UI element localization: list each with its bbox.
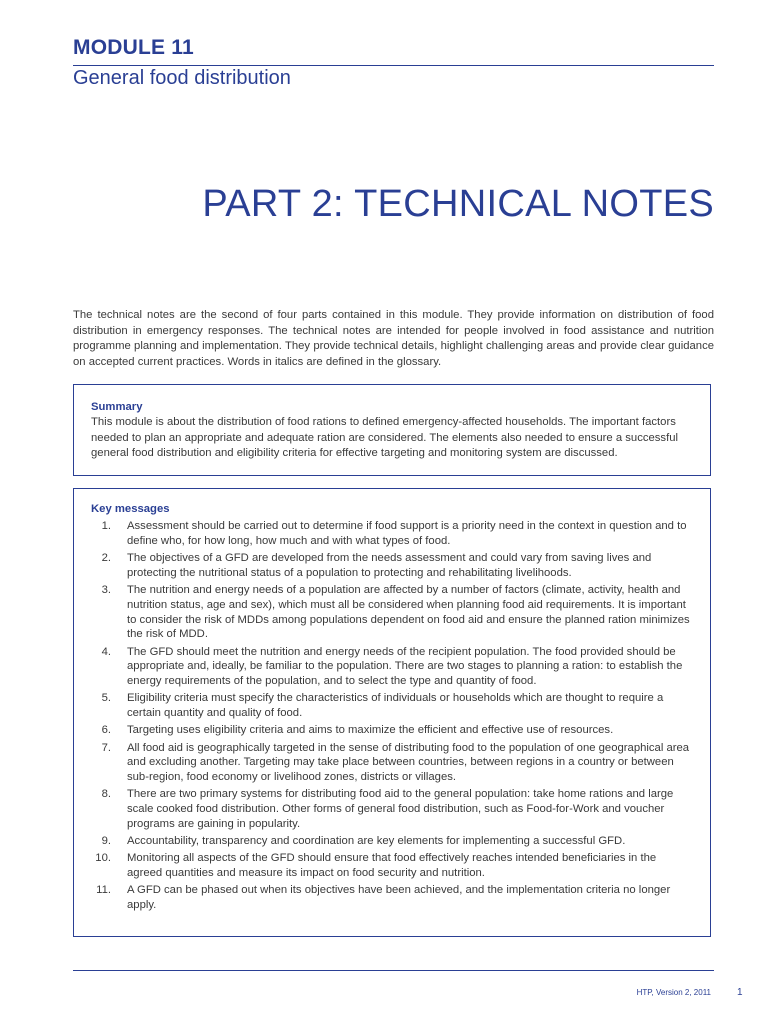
list-item	[91, 551, 693, 581]
item-number: 2.	[101, 551, 111, 564]
list-item	[91, 787, 693, 831]
footer-divider	[73, 970, 714, 971]
item-text: Accountability, transparency and coordination are key elements for implementing a successful GFD.	[127, 835, 626, 848]
item-number: 10.	[95, 852, 111, 865]
summary-text: This module is about the distribution of food rations to defined emergency-affected households. The important factors needed to plan an appropriate and adequate ration are considered. The elements also needed to ensure a successful general food distribution and eligibility criteria for effective targeting and monitoring system are discussed.	[91, 416, 679, 459]
module-subtitle: General food distribution	[73, 67, 291, 89]
list-item	[91, 741, 693, 785]
intro-paragraph: The technical notes are the second of four parts contained in this module. They provide information on distribution of food distribution in emergency responses. The technical notes are intended for people involved in food assistance and nutrition programme planning and implementation. They provide technical details, highlight challenging areas and provide clear guidance on accepted current practices. Words in italics are defined in the glossary.	[73, 309, 714, 368]
module-heading: MODULE 11	[73, 36, 194, 59]
item-number: 6.	[101, 724, 111, 737]
part-title: PART 2: TECHNICAL NOTES	[202, 183, 714, 225]
list-item	[91, 883, 693, 913]
list-item	[91, 519, 693, 549]
item-text: Eligibility criteria must specify the characteristics of individuals or households which are thought to require a certain quantity and quality of food.	[127, 692, 664, 720]
item-number: 7.	[101, 741, 111, 754]
summary-title: Summary	[91, 401, 143, 413]
key-messages-list	[91, 519, 693, 913]
list-item	[91, 723, 693, 738]
header-divider	[73, 65, 714, 66]
list-item	[91, 583, 693, 642]
key-messages-title: Key messages	[91, 503, 170, 515]
list-item	[91, 834, 693, 849]
item-number: 8.	[101, 788, 111, 801]
key-messages-box	[73, 488, 711, 937]
summary-box	[73, 384, 711, 476]
item-text: Targeting uses eligibility criteria and aims to maximize the efficient and effective use of resources.	[127, 724, 614, 737]
item-number: 4.	[101, 645, 111, 658]
item-text: Assessment should be carried out to determine if food support is a priority need in the context in question and to define who, for how long, how much and with what types of food.	[127, 520, 687, 547]
item-text: A GFD can be phased out when its objectives have been achieved, and the implementation criteria no longer apply.	[127, 884, 671, 912]
list-item	[91, 691, 693, 721]
item-text: The nutrition and energy needs of a population are affected by a number of factors (climate, activity, health and nutrition status, age and sex), which must all be considered when planning food aid requirements. It is important to consider the risk of MDDs among populations dependent on food aid and ensure the planned ration minimizes the risk of MDD.	[127, 583, 690, 641]
item-number: 1.	[101, 520, 111, 532]
item-text: The GFD should meet the nutrition and energy needs of the recipient population. The food provided should be appropriate and, ideally, be familiar to the population. There are two stages to planning a ration: to establish the energy requirements of the population, and to select the type and quantity of food.	[127, 645, 683, 688]
list-item	[91, 645, 693, 689]
item-text: There are two primary systems for distributing food aid to the general population: take home rations and large scale cooked food distribution. Other forms of general food distribution, such as Food-for-Work and voucher programs are gaining in popularity.	[127, 788, 674, 830]
footer-version: HTP, Version 2, 2011	[636, 988, 711, 997]
item-number: 3.	[101, 583, 111, 596]
item-number: 9.	[101, 835, 111, 848]
item-text: All food aid is geographically targeted in the sense of distributing food to the population of one geographical area and excluding another. Targeting may take place between countries, between regions in a country or between sub-region, food economy or livelihood zones, districts or villages.	[127, 741, 690, 784]
page-number: 1	[737, 987, 743, 998]
item-text: Monitoring all aspects of the GFD should ensure that food effectively reaches intended beneficiaries in the agreed quantities and measure its impact on food security and nutrition.	[127, 852, 657, 880]
item-number: 5.	[101, 692, 111, 705]
item-text: The objectives of a GFD are developed from the needs assessment and could vary from saving lives and protecting the nutritional status of a population to protecting and rehabilitating livelihoods.	[127, 551, 652, 579]
list-item	[91, 851, 693, 881]
item-number: 11.	[96, 884, 111, 897]
